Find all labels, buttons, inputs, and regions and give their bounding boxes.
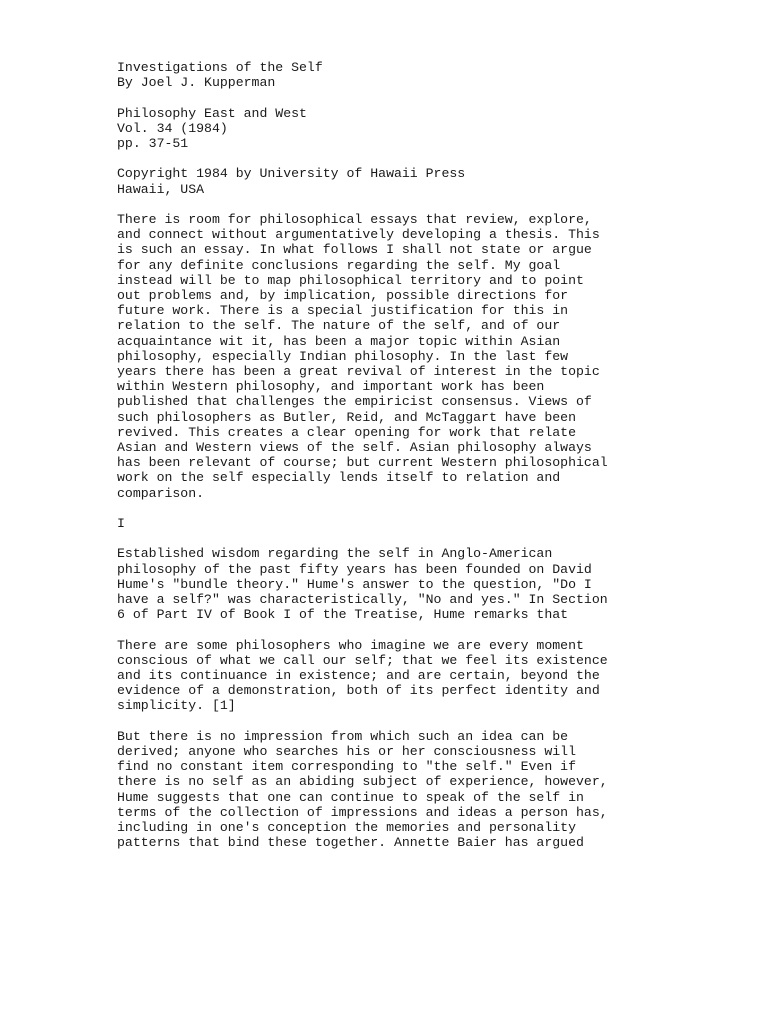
paragraph-1 — [117, 546, 737, 622]
paragraph-line: find no constant item corresponding to "the self." Even if — [117, 759, 576, 775]
paragraph-line: patterns that bind these together. Annette Baier has argued — [117, 835, 584, 851]
paragraph-line: within Western philosophy, and important work has been — [117, 379, 545, 395]
paragraph-line: work on the self especially lends itself to relation and — [117, 470, 561, 486]
paragraph-line: terms of the collection of impressions and ideas a person has, — [117, 804, 608, 820]
paragraph-line: comparison. — [117, 485, 205, 501]
copyright-block — [117, 166, 737, 196]
paragraph-line: philosophy, especially Indian philosophy. In the last few — [117, 348, 569, 364]
document-title: Investigations of the Self — [117, 60, 323, 75]
quote-line: and its continuance in existence; and are certain, beyond the — [117, 668, 600, 684]
paragraph-line: has been relevant of course; but current Western philosophical — [117, 455, 608, 471]
paragraph-line: future work. There is a special justification for this in — [117, 303, 569, 319]
journal-volume: Vol. 34 (1984) — [117, 120, 228, 136]
paragraph-2 — [117, 729, 737, 851]
paragraph-line: including in one's conception the memories and personality — [117, 820, 576, 836]
paragraph-line: But there is no impression from which such an idea can be — [117, 728, 569, 744]
quote-line: conscious of what we call our self; that we feel its existence — [117, 652, 608, 668]
section-heading: I — [117, 516, 125, 532]
paragraph-line: Hume's "bundle theory." Hume's answer to the question, "Do I — [117, 576, 592, 592]
journal-name: Philosophy East and West — [117, 105, 307, 121]
paragraph-line: Asian and Western views of the self. Asian philosophy always — [117, 440, 592, 456]
document-author: By Joel J. Kupperman — [117, 75, 276, 91]
paragraph-line: acquaintance wit it, has been a major topic within Asian — [117, 333, 561, 349]
paragraph-line: there is no self as an abiding subject of experience, however, — [117, 774, 608, 790]
intro-paragraph — [117, 212, 737, 501]
document-page — [117, 60, 737, 866]
quote-line: There are some philosophers who imagine we are every moment — [117, 637, 584, 653]
section-heading-block — [117, 516, 737, 531]
paragraph-line: published that challenges the empiricist consensus. Views of — [117, 394, 592, 410]
paragraph-line: instead will be to map philosophical territory and to point — [117, 272, 584, 288]
copyright-location: Hawaii, USA — [117, 181, 205, 197]
paragraph-line: derived; anyone who searches his or her consciousness will — [117, 744, 576, 760]
paragraph-line: out problems and, by implication, possible directions for — [117, 288, 569, 303]
block-quote — [117, 638, 737, 714]
paragraph-line: philosophy of the past fifty years has been founded on David — [117, 561, 592, 577]
paragraph-line: is such an essay. In what follows I shall not state or argue — [117, 242, 592, 258]
paragraph-line: relation to the self. The nature of the self, and of our — [117, 318, 561, 334]
title-block — [117, 60, 737, 90]
publication-block — [117, 106, 737, 152]
paragraph-line: such philosophers as Butler, Reid, and McTaggart have been — [117, 409, 576, 425]
paragraph-line: Hume suggests that one can continue to speak of the self in — [117, 789, 584, 805]
copyright-notice: Copyright 1984 by University of Hawaii Press — [117, 166, 466, 182]
quote-line: simplicity. [1] — [117, 698, 236, 714]
paragraph-line: Established wisdom regarding the self in Anglo-American — [117, 546, 553, 562]
journal-pages: pp. 37-51 — [117, 136, 189, 151]
paragraph-line: for any definite conclusions regarding the self. My goal — [117, 257, 561, 273]
paragraph-line: years there has been a great revival of interest in the topic — [117, 364, 600, 380]
paragraph-line: have a self?" was characteristically, "No and yes." In Section — [117, 592, 608, 608]
paragraph-line: There is room for philosophical essays that review, explore, — [117, 211, 592, 227]
paragraph-line: revived. This creates a clear opening for work that relate — [117, 424, 576, 440]
paragraph-line: 6 of Part IV of Book I of the Treatise, Hume remarks that — [117, 607, 569, 623]
quote-line: evidence of a demonstration, both of its perfect identity and — [117, 683, 600, 699]
paragraph-line: and connect without argumentatively developing a thesis. This — [117, 227, 600, 243]
